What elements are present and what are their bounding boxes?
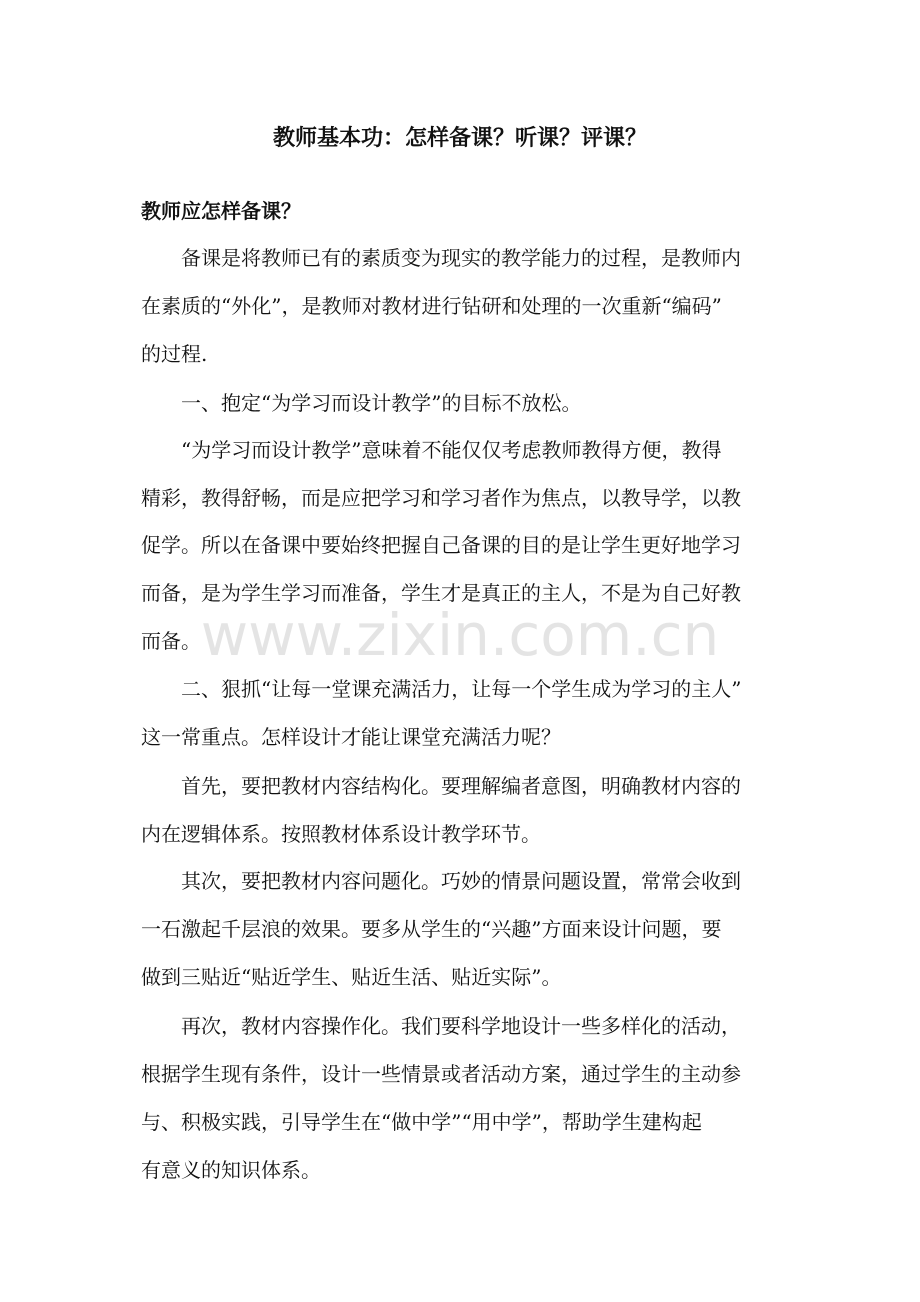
paragraph-line: 而备，是为学生学习而准备，学生才是真正的主人，不是为自己好教 bbox=[141, 581, 741, 605]
paragraph-line: 有意义的知识体系。 bbox=[141, 1158, 321, 1182]
watermark: www.zixin.com.cn bbox=[200, 601, 720, 669]
paragraph-line: 备课是将教师已有的素质变为现实的教学能力的过程，是教师内 bbox=[181, 246, 741, 270]
paragraph-line: 促学。所以在备课中要始终把握自己备课的目的是让学生更好地学习 bbox=[141, 533, 741, 557]
paragraph-line: 一石激起千层浪的效果。要多从学生的“兴趣”方面来设计问题，要 bbox=[141, 917, 722, 941]
paragraph-line: 内在逻辑体系。按照教材体系设计教学环节。 bbox=[141, 822, 541, 846]
paragraph-line: 精彩，教得舒畅，而是应把学习和学习者作为焦点，以教导学，以教 bbox=[141, 486, 741, 510]
paragraph-line: “为学习而设计教学”意味着不能仅仅考虑教师教得方便，教得 bbox=[181, 438, 722, 462]
paragraph-line: 二、狠抓“让每一堂课充满活力，让每一个学生成为学习的主人” bbox=[181, 677, 742, 701]
paragraph-line: 与、积极实践，引导学生在“做中学”“用中学”，帮助学生建构起 bbox=[141, 1110, 702, 1134]
paragraph-line: 的过程. bbox=[141, 342, 208, 366]
document-title: 教师基本功：怎样备课？听课？评课？ bbox=[272, 125, 647, 151]
section-heading: 教师应怎样备课？ bbox=[141, 199, 301, 223]
paragraph-line: 一、抱定“为学习而设计教学”的目标不放松。 bbox=[181, 391, 582, 415]
paragraph-line: 做到三贴近“贴近学生、贴近生活、贴近实际”。 bbox=[141, 965, 562, 989]
paragraph-line: 根据学生现有条件，设计一些情景或者活动方案，通过学生的主动参 bbox=[141, 1062, 741, 1086]
paragraph-line: 首先，要把教材内容结构化。要理解编者意图，明确教材内容的 bbox=[181, 774, 741, 798]
paragraph-line: 而备。 bbox=[141, 629, 201, 653]
paragraph-line: 在素质的“外化”，是教师对教材进行钻研和处理的一次重新“编码” bbox=[141, 294, 722, 318]
paragraph-line: 其次，要把教材内容问题化。巧妙的情景问题设置，常常会收到 bbox=[181, 869, 741, 893]
paragraph-line: 再次，教材内容操作化。我们要科学地设计一些多样化的活动， bbox=[181, 1014, 741, 1038]
paragraph-line: 这一常重点。怎样设计才能让课堂充满活力呢？ bbox=[141, 725, 561, 749]
